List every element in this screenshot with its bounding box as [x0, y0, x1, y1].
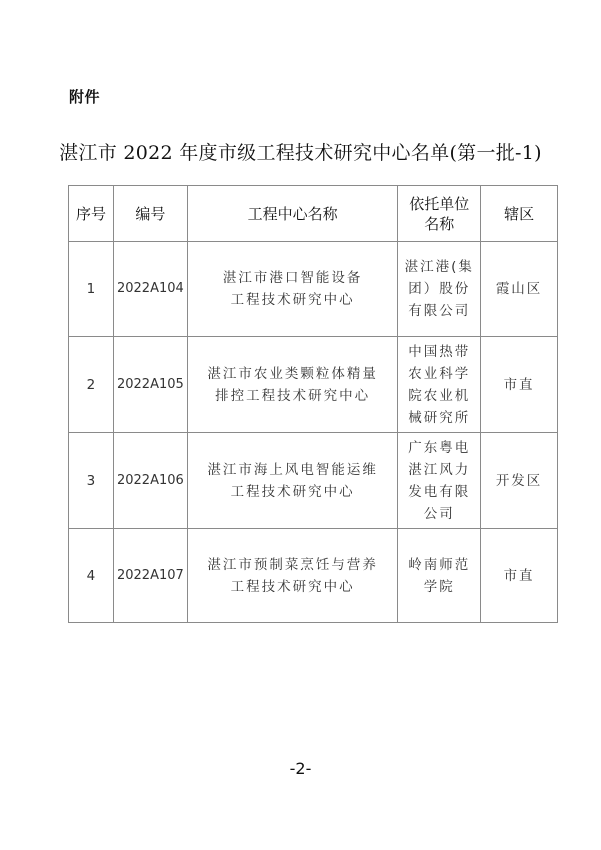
engineering-center-table [68, 185, 558, 623]
center-name-line: 工程技术研究中心 [230, 483, 355, 500]
unit-line: 械研究所 [408, 409, 471, 426]
table-row [69, 433, 558, 529]
row-code: 2022A106 [113, 433, 187, 529]
row-code: 2022A105 [113, 337, 187, 433]
attachment-label: 附件 [69, 88, 101, 106]
unit-line: 有限公司 [408, 303, 471, 319]
center-name-line: 湛江市预制菜烹饪与营养 [207, 556, 378, 573]
unit-line: 湛江港(集 [404, 259, 474, 275]
header-code: 编号 [113, 186, 187, 242]
row-district: 开发区 [481, 433, 558, 529]
center-name-line: 湛江市港口智能设备 [222, 270, 363, 286]
row-unit [398, 337, 481, 433]
center-name-line: 工程技术研究中心 [230, 292, 355, 308]
row-code: 2022A107 [113, 529, 187, 623]
row-index: 2 [69, 337, 114, 433]
table-header-row [69, 186, 558, 242]
unit-line: 团）股份 [408, 281, 471, 297]
unit-line: 广东粤电 [408, 439, 471, 456]
unit-line: 湛江风力 [408, 461, 471, 478]
unit-line: 岭南师范 [408, 556, 471, 573]
unit-line: 学院 [423, 578, 455, 595]
row-index: 1 [69, 242, 114, 337]
header-center-name: 工程中心名称 [187, 186, 397, 242]
row-unit [398, 433, 481, 529]
center-name-line: 湛江市农业类颗粒体精量 [207, 365, 378, 382]
unit-line: 农业科学 [408, 365, 471, 382]
unit-line: 中国热带 [408, 343, 471, 360]
document-title: 湛江市 2022 年度市级工程技术研究中心名单(第一批-1) [59, 142, 542, 164]
center-name-line: 湛江市海上风电智能运维 [207, 461, 378, 478]
row-index: 3 [69, 433, 114, 529]
table-row [69, 337, 558, 433]
row-district: 市直 [481, 529, 558, 623]
row-index: 4 [69, 529, 114, 623]
header-unit [398, 186, 481, 242]
table-row [69, 242, 558, 337]
row-district: 市直 [481, 337, 558, 433]
header-index: 序号 [69, 186, 114, 242]
center-name-line: 工程技术研究中心 [230, 578, 355, 595]
row-unit [398, 529, 481, 623]
unit-line: 院农业机 [408, 387, 471, 404]
header-unit-line: 依托单位 [409, 194, 470, 213]
center-name-line: 排控工程技术研究中心 [215, 387, 371, 404]
header-unit-line: 名称 [424, 214, 455, 233]
row-district: 霞山区 [481, 242, 558, 337]
row-center-name [187, 337, 397, 433]
row-unit [398, 242, 481, 337]
page-number: -2- [289, 759, 312, 778]
row-center-name [187, 433, 397, 529]
unit-line: 发电有限 [408, 483, 471, 500]
row-center-name [187, 242, 397, 337]
unit-line: 公司 [423, 505, 455, 522]
header-district: 辖区 [481, 186, 558, 242]
row-center-name [187, 529, 397, 623]
row-code: 2022A104 [113, 242, 187, 337]
table-row [69, 529, 558, 623]
